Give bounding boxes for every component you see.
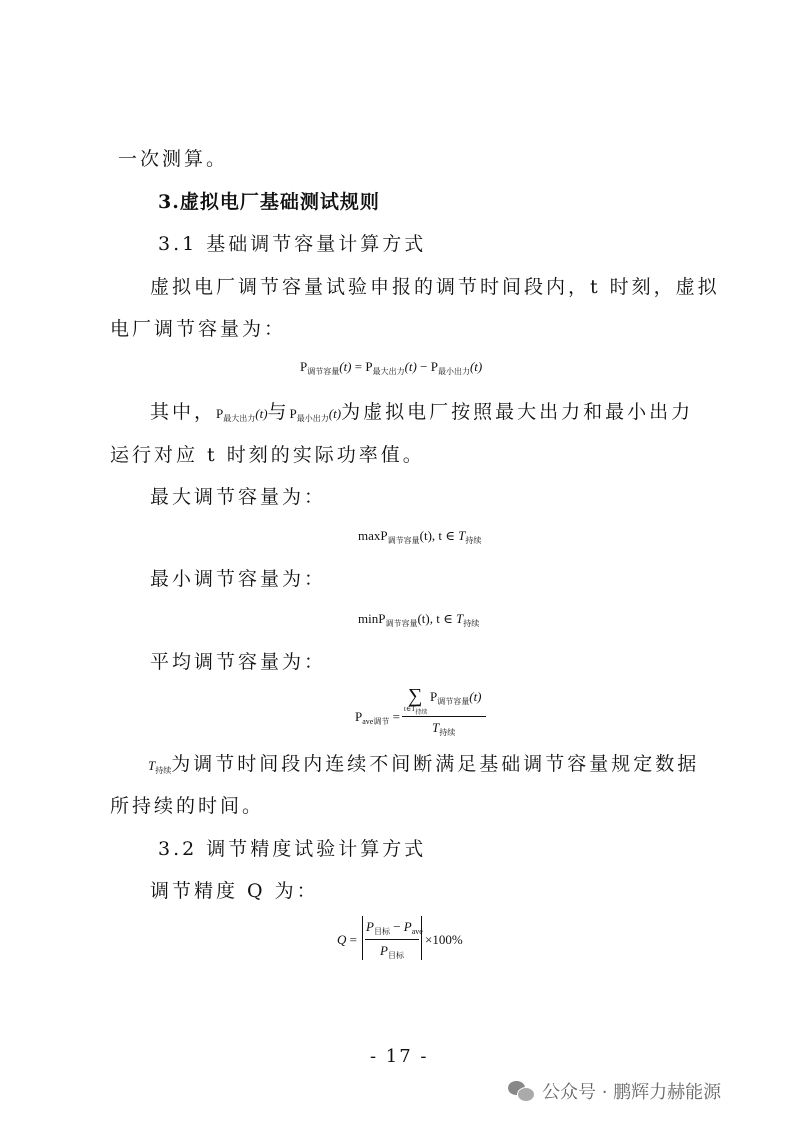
formula-adjust-capacity: $P_{调节容量}(t) = P_{最大出力}(t) - P_{最小出力}(t)$ [300,359,483,376]
wechat-icon [508,1081,534,1101]
avg-fraction-bar [402,716,486,717]
text-line-continuation: 一次测算。 [118,148,229,170]
avg-lhs: $P_{ave调节}$ = [355,709,400,726]
max-capacity-label: 最大调节容量为： [150,486,327,508]
formula-min-capacity: minP$_{调节容量}$(t), t ∈ $T_{持续}$ [358,611,480,628]
section-3-heading: 3.虚拟电厂基础测试规则 [158,191,380,213]
q-denominator: $P_{目标}$ [380,943,404,960]
watermark [508,1078,721,1104]
sum-range: $t\in T_{持续}$ [404,705,428,716]
t-duration-note-line-1: $T_{持续}$为调节时间段内连续不间断满足基础调节容量规定数据 [148,753,700,775]
abs-bar-left [362,916,363,960]
section-3-1-heading: 3.1 基础调节容量计算方式 [158,233,427,255]
paragraph-1-line-1: 虚拟电厂调节容量试验申报的调节时间段内，t 时刻，虚拟 [150,276,720,298]
avg-numerator: $P_{调节容量}(t)$ [430,689,482,706]
q-lhs: Q = [337,932,357,947]
abs-bar-right [421,916,422,960]
page-number: - 17 - [370,1046,429,1067]
section-3-2-heading: 3.2 调节精度试验计算方式 [158,838,427,860]
paragraph-2-line-2: 运行对应 t 时刻的实际功率值。 [110,444,425,466]
watermark-text: 公众号 · 鹏辉力赫能源 [542,1082,722,1103]
sum-symbol: ∑ [408,685,423,707]
paragraph-1-line-2: 电厂调节容量为： [110,318,287,340]
paragraph-2-line-1: 其中，$P_{最大出力}(t)$与$P_{最小出力}(t)$为虚拟电厂按照最大出力和最小出力 [150,401,694,423]
t-duration-note-line-2: 所持续的时间。 [110,795,265,817]
avg-capacity-label: 平均调节容量为： [150,651,327,673]
q-fraction-bar [365,939,419,940]
q-times-100: ×100% [425,932,463,947]
formula-max-capacity: maxP$_{调节容量}$(t), t ∈ $T_{持续}$ [358,528,482,545]
avg-denominator: $T_{持续}$ [432,720,456,737]
accuracy-label: 调节精度 Q 为： [150,880,319,902]
q-numerator: $P_{目标} - P_{ave}$ [366,919,423,936]
min-capacity-label: 最小调节容量为： [150,568,327,590]
